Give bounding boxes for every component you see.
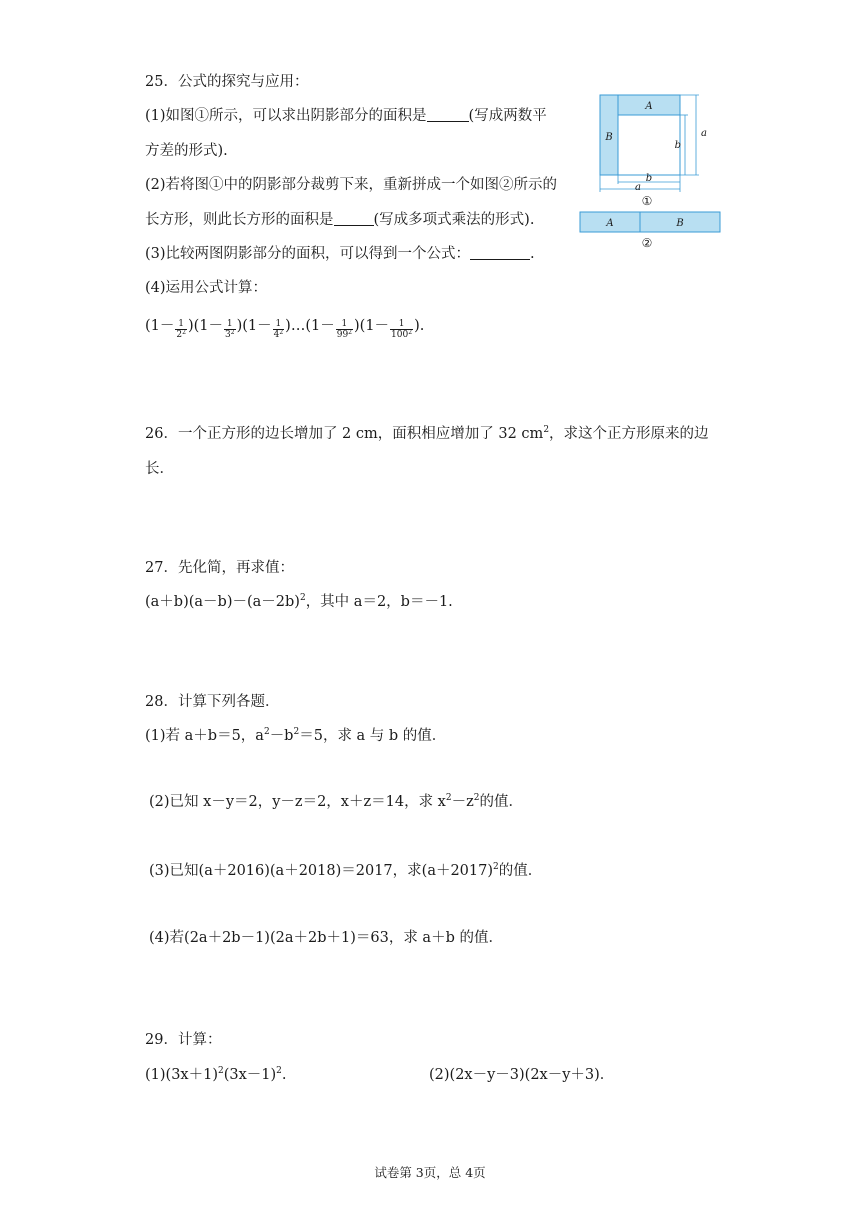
q29-p1-sup2: 2: [276, 1066, 282, 1076]
q27-expression: [145, 592, 453, 612]
fraction-3-num: 1: [273, 319, 285, 330]
fraction-1-den: 2: [176, 330, 183, 340]
q25-part3-text-a: (3)比较两图阴影部分的面积，可以得到一个公式：: [145, 246, 471, 262]
q25-part2-text-b: 长方形，则此长方形的面积是: [145, 212, 334, 228]
fig1-caption: ①: [641, 194, 653, 208]
q25-part2: (2)若将图①中的阴影部分裁剪下来，重新拼成一个如图②所示的: [145, 177, 558, 193]
q29-title: 29．计算：: [145, 1032, 222, 1048]
fraction-3-exp: 2: [279, 329, 284, 336]
fraction-5-num: 1: [390, 319, 413, 330]
q25-part3: [145, 244, 535, 264]
expr-mid-2: )(1－: [236, 318, 272, 334]
q25-title: 25．公式的探究与应用：: [145, 74, 309, 90]
fraction-2-den: 3: [225, 330, 231, 340]
q29-p1-sup1: 2: [217, 1066, 224, 1076]
fraction-3: [273, 319, 285, 340]
q28-p2-sup2: 2: [473, 793, 480, 803]
q28-p1-sup2: 2: [293, 727, 300, 737]
expr-end: ).: [414, 318, 425, 334]
fig2-label-B: B: [676, 218, 684, 229]
expr-ellipsis: )…(1－: [285, 318, 335, 334]
fig2-label-A: A: [606, 218, 614, 229]
q25-part4: (4)运用公式计算：: [145, 280, 268, 296]
q25-blank-3: [470, 245, 530, 260]
q28-p1-b: －b: [269, 728, 294, 744]
page-footer: 试卷第 3页，总 4页: [374, 1165, 486, 1180]
q25-part1: [145, 106, 547, 126]
fraction-5: [390, 319, 413, 340]
q27-expr-sup: 2: [299, 593, 306, 603]
q28-p3-b: 的值．: [498, 863, 543, 879]
q28-part1: [145, 726, 446, 746]
q25-blank-2: [334, 211, 374, 226]
fraction-1: [175, 319, 187, 340]
q25-blank-1: [427, 107, 469, 122]
expr-open: (1－: [145, 318, 175, 334]
expr-mid-3: )(1－: [354, 318, 390, 334]
q25-part1-text-a: (1)如图①所示，可以求出阴影部分的面积是: [145, 108, 427, 124]
fig2-rectangle: [580, 212, 720, 232]
q28-part3: [149, 861, 542, 881]
fraction-3-den: 4: [273, 330, 280, 340]
fig1-label-b-right: b: [674, 140, 681, 151]
fraction-5-exp: 2: [408, 329, 413, 336]
fig1-label-B: B: [605, 132, 613, 143]
expr-mid-1: )(1－: [187, 318, 223, 334]
q28-p3-a: (3)已知(a＋2016)(a＋2018)＝2017，求(a＋2017): [149, 863, 494, 879]
fraction-2-exp: 2: [230, 329, 235, 336]
q29-p1-c: .: [281, 1067, 287, 1083]
q29-p1-a: (1)(3x＋1): [145, 1067, 218, 1083]
q25-figure: [575, 88, 730, 258]
fig1-label-A: A: [645, 101, 653, 112]
fraction-2: [224, 319, 236, 340]
q27-expr-b: ，其中 a＝2，b＝－1.: [305, 594, 453, 610]
fig1-label-a-bottom: a: [635, 182, 641, 193]
fraction-1-num: 1: [175, 319, 187, 330]
q28-p2-b: －z: [451, 794, 474, 810]
fraction-2-num: 1: [224, 319, 236, 330]
fraction-5-den: 100: [391, 330, 409, 340]
q26-sup: 2: [543, 425, 550, 435]
fraction-4-den: 99: [336, 330, 349, 340]
q26-text-b: ，求这个正方形原来的边: [549, 426, 709, 442]
fig1-inner-square: [618, 115, 680, 175]
fig1-label-b-bottom: b: [645, 173, 653, 184]
q26-line1: [145, 424, 709, 444]
q27-title: 27．先化简，再求值：: [145, 560, 294, 576]
q25-part1-cont: 方差的形式).: [145, 143, 228, 159]
q28-title: 28．计算下列各题．: [145, 694, 280, 710]
fraction-4-exp: 2: [348, 329, 352, 336]
q28-p2-sup1: 2: [445, 793, 452, 803]
q26-line2: 长．: [145, 461, 174, 477]
fraction-4-num: 1: [336, 319, 353, 330]
q25-part1-text-b: (写成两数平: [468, 108, 547, 124]
fig2-caption: ②: [641, 236, 653, 250]
q28-p1-c: ＝5，求 a 与 b 的值．: [299, 728, 447, 744]
q28-part2: [149, 792, 523, 812]
q26-text-a: 26．一个正方形的边长增加了 2 cm，面积相应增加了 32 cm: [145, 426, 544, 442]
q25-part2-text-c: (写成多项式乘法的形式).: [373, 212, 535, 228]
q28-p1-sup1: 2: [263, 727, 270, 737]
q28-p3-sup: 2: [493, 862, 499, 872]
q25-expression: [145, 316, 424, 340]
q25-part2-cont: [145, 210, 534, 230]
q28-p1-a: (1)若 a＋b＝5，a: [145, 728, 264, 744]
fraction-4: [336, 319, 353, 340]
fraction-1-exp: 2: [182, 329, 186, 336]
q28-part4: (4)若(2a＋2b－1)(2a＋2b＋1)＝63，求 a＋b 的值．: [149, 930, 503, 946]
q29-part1: [145, 1065, 287, 1085]
q28-p2-c: 的值．: [479, 794, 523, 810]
q25-part3-text-b: .: [530, 246, 535, 262]
fig1-label-a-right: a: [701, 128, 707, 139]
q29-p1-b: (3x－1): [223, 1067, 277, 1083]
q28-p2-a: (2)已知 x－y＝2，y－z＝2，x＋z＝14，求 x: [149, 794, 446, 810]
q29-part2: (2)(2x－y－3)(2x－y＋3)．: [429, 1067, 615, 1083]
q27-expr-a: (a＋b)(a－b)－(a－2b): [145, 594, 300, 610]
